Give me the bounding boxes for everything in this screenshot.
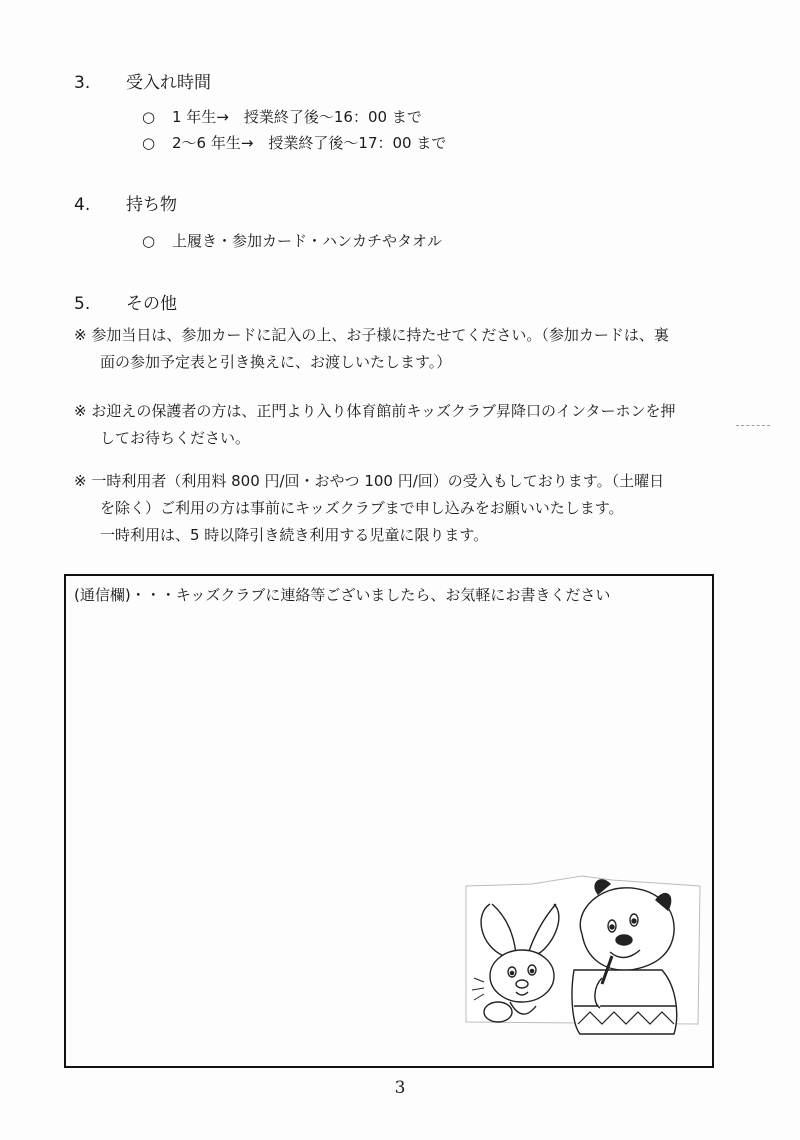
list-item <box>142 106 422 127</box>
list-item-text: 2～6 年生→ 授業終了後～17：00 まで <box>172 134 447 152</box>
page-number: 3 <box>394 1078 406 1098</box>
note-line: 一時利用は、5 時以降引き続き利用する児童に限ります。 <box>100 526 489 544</box>
note-line: 面の参加予定表と引き換えに、お渡しいたします。） <box>100 353 452 371</box>
section-title: その他 <box>126 294 177 314</box>
note-line: ※ お迎えの保護者の方は、正門より入り体育館前キッズクラブ昇降口のインターホンを押 <box>74 402 676 420</box>
note-line: してお待ちください。 <box>100 429 251 447</box>
list-item-text: 上履き・参加カード・ハンカチやタオル <box>172 232 443 250</box>
note-paragraph <box>74 398 754 452</box>
note-line: を除く）ご利用の方は事前にキッズクラブまで申し込みをお願いいたします。 <box>100 499 624 517</box>
section-title: 受入れ時間 <box>126 73 211 93</box>
section-number: 4. <box>74 195 91 215</box>
circle-bullet-icon: ○ <box>142 108 156 126</box>
section-title: 持ち物 <box>126 195 177 215</box>
communication-label: (通信欄)・・・キッズクラブに連絡等ございましたら、お気軽にお書きください <box>74 586 611 604</box>
section-number: 3. <box>74 73 91 93</box>
list-item <box>142 230 442 251</box>
note-paragraph <box>74 322 754 376</box>
characters-illustration <box>462 874 702 1036</box>
note-line: ※ 一時利用者（利用料 800 円/回・おやつ 100 円/回）の受入もしております。（土曜日 <box>74 472 665 490</box>
section-number: 5. <box>74 294 91 314</box>
list-item <box>142 132 446 153</box>
section-heading-3 <box>74 68 211 93</box>
scan-mark <box>736 425 770 428</box>
section-heading-4 <box>74 190 177 215</box>
note-paragraph <box>74 468 754 549</box>
note-line: ※ 参加当日は、参加カードに記入の上、お子様に持たせてください。（参加カードは、裏 <box>74 326 669 344</box>
circle-bullet-icon: ○ <box>142 232 156 250</box>
list-item-text: 1 年生→ 授業終了後～16：00 まで <box>172 108 422 126</box>
circle-bullet-icon: ○ <box>142 134 156 152</box>
section-heading-5 <box>74 289 177 314</box>
